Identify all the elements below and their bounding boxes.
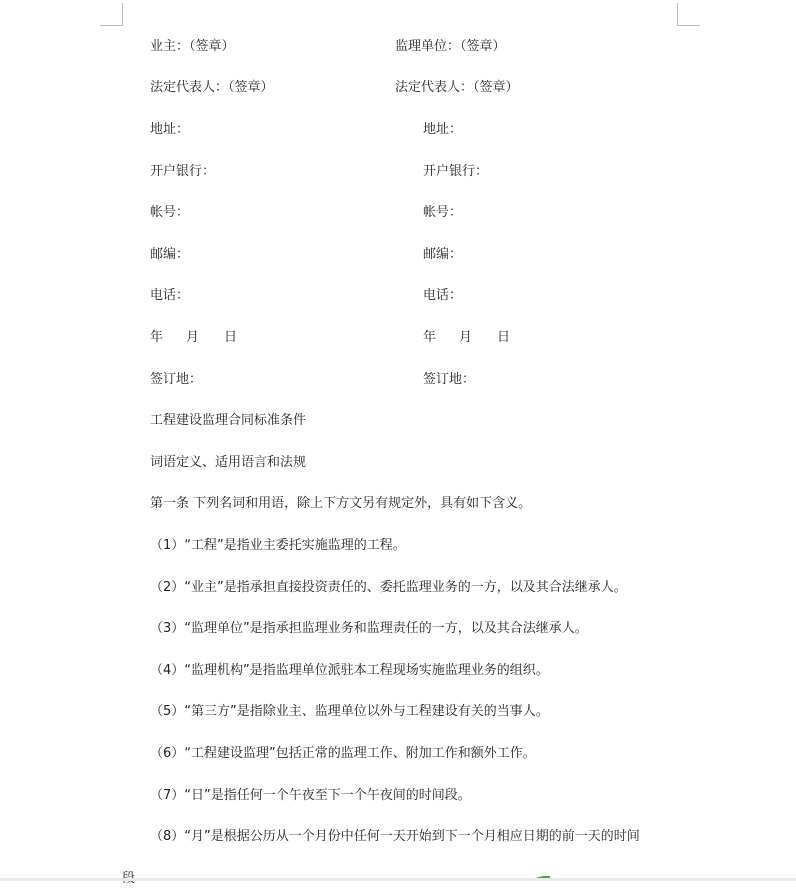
month-label: 月: [459, 330, 473, 345]
supervisor-signing-place-label: 签订地：: [423, 372, 476, 387]
owner-phone-label: 电话：: [150, 288, 190, 303]
owner-address-label: 地址：: [150, 122, 190, 137]
supervisor-bank-label: 开户银行：: [423, 164, 489, 179]
signature-row: [150, 204, 463, 222]
definition-item: （5）“第三方”是指除业主、监理单位以外与工程建设有关的当事人。: [150, 704, 549, 719]
supervisor-seal-label: 监理单位：（签章）: [395, 39, 506, 54]
page-corner-mark-top-right: [677, 3, 700, 26]
signing-place-row: [150, 371, 476, 389]
signature-row: [150, 287, 463, 305]
definition-item: （2）“业主”是指承担直接投资责任的、委托监理业务的一方，以及其合法继承人。: [150, 580, 627, 595]
day-label: 日: [497, 330, 511, 345]
page-corner-mark-top-left: [100, 3, 123, 26]
article-one: 第一条 下列名词和用语，除上下方文另有规定外，具有如下含义。: [150, 496, 532, 511]
supervisor-address-label: 地址：: [423, 122, 463, 137]
signature-row: [150, 246, 463, 264]
definition-item: （1）“工程”是指业主委托实施监理的工程。: [150, 538, 406, 553]
day-label: 日: [224, 330, 238, 345]
definition-item: （8）“月”是根据公历从一个月份中任何一天开始到下一个月相应日期的前一天的时间: [150, 829, 640, 844]
section-heading: 词语定义、适用语言和法规: [150, 455, 307, 470]
supervisor-phone-label: 电话：: [423, 288, 463, 303]
month-label: 月: [186, 330, 200, 345]
supervisor-legal-rep-label: 法定代表人：（签章）: [395, 80, 519, 95]
owner-seal-label: 业主：（签章）: [150, 39, 235, 54]
year-label: 年: [423, 330, 437, 345]
definition-item: （3）“监理单位”是指承担监理业务和监理责任的一方，以及其合法继承人。: [150, 621, 588, 636]
supervisor-postcode-label: 邮编：: [423, 247, 463, 262]
definition-item: （7）“日”是指任何一个午夜至下一个午夜间的时间段。: [150, 788, 471, 803]
date-row: [150, 329, 511, 347]
signature-row: [150, 38, 506, 56]
signature-row: [150, 163, 489, 181]
signature-row: [150, 79, 519, 97]
signature-row: [150, 121, 463, 139]
supervisor-account-label: 帐号：: [423, 205, 463, 220]
document-title: 工程建设监理合同标准条件: [150, 413, 307, 428]
owner-postcode-label: 邮编：: [150, 247, 190, 262]
owner-signing-place-label: 签订地：: [150, 372, 203, 387]
owner-account-label: 帐号：: [150, 205, 190, 220]
definition-item: （4）“监理机构”是指监理单位派驻本工程现场实施监理业务的组织。: [150, 663, 549, 678]
owner-bank-label: 开户银行：: [150, 164, 216, 179]
year-label: 年: [150, 330, 164, 345]
definition-item: （6）“工程建设监理”包括正常的监理工作、附加工作和额外工作。: [150, 746, 536, 761]
owner-legal-rep-label: 法定代表人：（签章）: [150, 80, 274, 95]
date-right: [423, 329, 510, 347]
